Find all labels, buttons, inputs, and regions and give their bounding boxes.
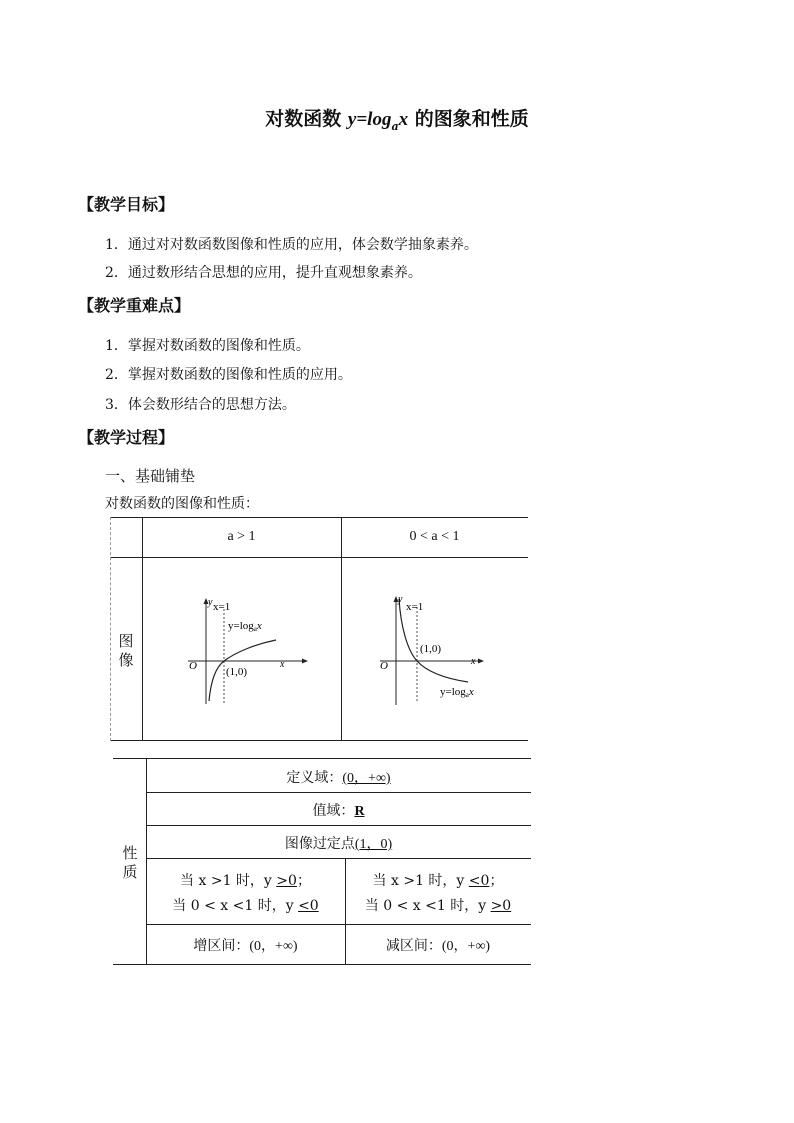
right-sign-line-1 (345, 870, 531, 890)
increase-value: (0，+∞) (249, 939, 298, 954)
right-sign-line-1-post: ； (489, 873, 504, 889)
table2-col-divider-1 (146, 758, 147, 965)
title-prefix: 对数函数 (265, 108, 348, 130)
range-value: R (354, 804, 365, 819)
left-sign-line-2 (146, 895, 345, 915)
left-sign-line-1-val: >0 (276, 873, 297, 889)
fixed-point-row (146, 833, 531, 853)
goals-item-2: 2．通过数形结合思想的应用，提升直观想象素养。 (105, 265, 422, 281)
graph-decreasing (376, 589, 506, 709)
key-points-item-1: 1．掌握对数函数的图像和性质。 (105, 338, 310, 354)
range-label: 值域： (312, 803, 355, 819)
graph1-y-label: y (208, 597, 213, 608)
fixed-point-value: (1，0) (354, 837, 393, 852)
right-sign-line-1-pre: 当 x >1 时，y (372, 873, 469, 889)
key-points-heading: 【教学重难点】 (78, 296, 191, 315)
table1-col-divider-2 (341, 517, 342, 741)
increase-label: 增区间： (193, 938, 250, 954)
graph2-y-label: y (398, 594, 403, 605)
graph2-line-label: x=1 (406, 601, 424, 613)
left-sign-line-1-post: ； (296, 873, 311, 889)
table2-bottom-border (113, 964, 531, 965)
key-points-item-3: 3．体会数形结合的思想方法。 (105, 397, 296, 413)
title-suffix: 的图象和性质 (408, 108, 529, 130)
process-heading: 【教学过程】 (78, 428, 175, 447)
graph1-curve-label-var: x (256, 620, 262, 632)
title-sub: a (391, 119, 399, 133)
graph2-origin-label: O (380, 660, 388, 672)
decrease-interval (345, 935, 531, 955)
graph-increasing (184, 589, 314, 709)
table1-row-label (116, 632, 136, 670)
right-sign-line-2-pre: 当 0 < x <1 时，y (364, 898, 491, 914)
graph1-origin-label: O (189, 660, 197, 672)
table1-row-label-1: 图 (118, 632, 134, 650)
process-intro: 对数函数的图像和性质： (105, 496, 259, 512)
domain-label: 定义域： (286, 770, 343, 786)
left-sign-line-1 (146, 870, 345, 890)
graph1-curve-label-pre: y=log (228, 620, 254, 632)
table1-row-label-2: 像 (118, 651, 134, 669)
process-subheading: 一、基础铺垫 (105, 467, 196, 485)
title-var: x (398, 109, 409, 130)
graph1-x-arrow (302, 659, 308, 664)
graph2-point-label: (1,0) (420, 643, 442, 655)
graph1-point-label: (1,0) (226, 666, 248, 678)
table2-row-label-1: 性 (122, 844, 138, 862)
title-func: y=log (347, 109, 392, 130)
graph2-x-arrow (478, 659, 484, 664)
left-sign-line-2-val: <0 (298, 898, 319, 914)
goals-heading: 【教学目标】 (78, 195, 175, 214)
table2-row-border-2 (146, 825, 531, 826)
page-title (0, 104, 794, 133)
key-points-item-2: 2．掌握对数函数的图像和性质的应用。 (105, 367, 352, 383)
graph2-curve-label-sub: a (465, 691, 469, 699)
properties-table (113, 758, 531, 965)
table1-header-a-lt-1: 0 < a < 1 (409, 529, 460, 544)
graph2-curve-label-var: x (468, 686, 474, 698)
fixed-point-label: 图像过定点 (284, 836, 355, 852)
graph2-curve-label (440, 686, 474, 699)
table1-top-border (110, 517, 528, 518)
table2-row-label-2: 质 (122, 863, 138, 881)
table1-header-a-gt-1: a > 1 (227, 529, 256, 544)
table2-row-border-3 (146, 858, 531, 859)
right-sign-line-2 (345, 895, 531, 915)
table1-left-border (110, 517, 111, 741)
increase-interval (146, 935, 345, 955)
graph1-x-label: x (280, 659, 285, 670)
graph1-curve-label (228, 620, 262, 633)
table2-row-border-4 (146, 924, 531, 925)
graph-table (110, 517, 528, 741)
decrease-label: 减区间： (385, 938, 442, 954)
table1-col-divider-1 (142, 517, 143, 741)
right-sign-line-1-val: <0 (468, 873, 490, 889)
domain-row (146, 767, 531, 787)
right-sign-line-2-val: >0 (490, 898, 512, 914)
table1-header-border (110, 557, 528, 558)
graph1-line-label: x=1 (213, 601, 231, 613)
domain-value: (0，+∞) (342, 771, 391, 786)
table2-top-border (113, 758, 531, 759)
table2-row-label (120, 844, 140, 882)
graph1-curve-label-sub: a (253, 625, 257, 633)
graph2-x-label: x (471, 656, 476, 667)
table1-bottom-border (110, 740, 528, 741)
goals-item-1: 1．通过对对数函数图像和性质的应用，体会数学抽象素养。 (105, 237, 478, 253)
range-row (146, 800, 531, 820)
table2-row-border-1 (146, 792, 531, 793)
decrease-value: (0，+∞) (441, 939, 491, 954)
graph2-curve-label-pre: y=log (440, 686, 466, 698)
left-sign-line-1-pre: 当 x >1 时，y (180, 873, 277, 889)
left-sign-line-2-pre: 当 0 < x <1 时，y (172, 898, 299, 914)
